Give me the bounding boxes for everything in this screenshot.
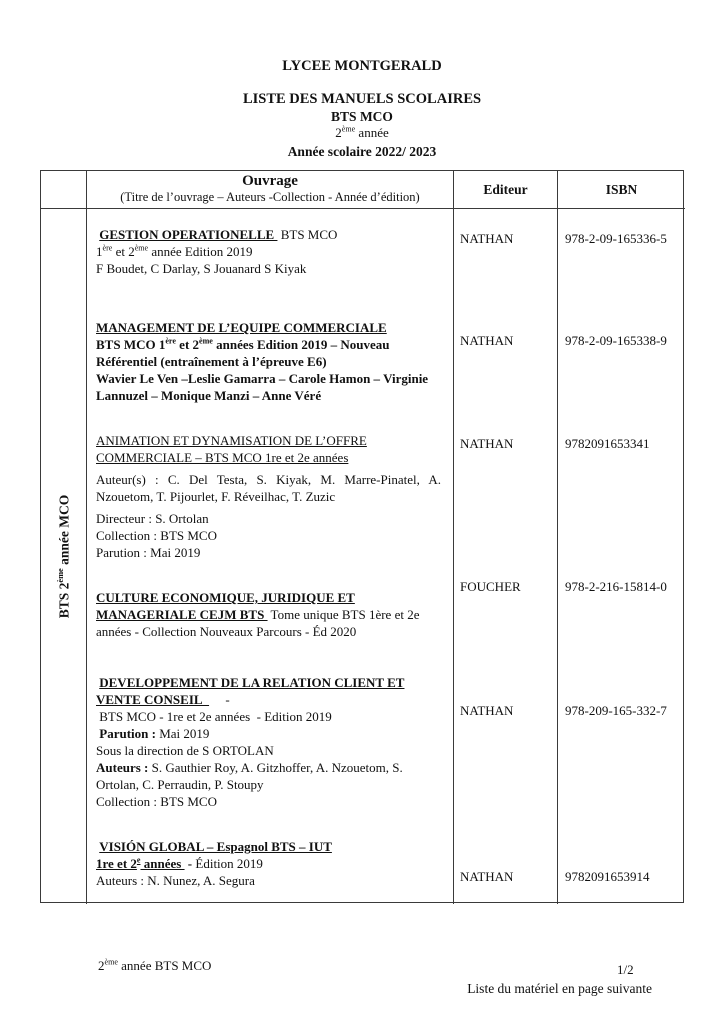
- book-text-line: Auteurs : S. Gauthier Roy, A. Gitzhoffer, A. Nzouetom, S. Ortolan, C. Perraudin, P. Stoupy: [96, 760, 403, 792]
- book-text-line: VISIÓN GLOBAL – Espagnol BTS – IUT: [99, 839, 332, 854]
- book-isbn: 978-2-216-15814-0: [565, 579, 667, 594]
- book-text-line: MANAGEMENT DE L’EQUIPE COMMERCIALE: [96, 320, 387, 335]
- book-text-line: F Boudet, C Darlay, S Jouanard S Kiyak: [96, 261, 307, 276]
- book-ouvrage: [87, 571, 454, 661]
- header-editeur: Editeur: [454, 171, 558, 209]
- book-editeur: NATHAN: [454, 209, 558, 311]
- document-header: [0, 58, 724, 160]
- book-text-line: Parution : Mai 2019: [96, 545, 201, 560]
- book-text-line: BTS MCO 1ère et 2ème années Edition 2019 – Nouveau Référentiel (entraînement à l’épreuve E6): [96, 336, 390, 369]
- header-ouvrage: [87, 171, 454, 209]
- book-ouvrage: [87, 661, 454, 826]
- school-name: LYCEE MONTGERALD: [282, 58, 442, 74]
- book-isbn: 978-209-165-332-7: [565, 703, 667, 718]
- book-editeur: FOUCHER: [454, 571, 558, 661]
- section-label: BTS 2ème année MCO: [55, 494, 72, 619]
- book-editeur: NATHAN: [454, 826, 558, 904]
- book-ouvrage: [87, 209, 454, 311]
- book-isbn: 9782091653914: [565, 869, 650, 884]
- footer-page-number: 1/2: [617, 962, 634, 977]
- list-title: LISTE DES MANUELS SCOLAIRES: [242, 91, 482, 107]
- footer-left: 2ème année BTS MCO: [98, 957, 212, 973]
- book-isbn: 978-2-09-165336-5: [565, 231, 667, 246]
- book-text-line: GESTION OPERATIONELLE BTS MCO: [99, 227, 338, 242]
- program-name: BTS MCO: [331, 109, 393, 124]
- header-ouvrage-subtitle: (Titre de l’ouvrage – Auteurs -Collection - Année d’édition): [120, 190, 420, 204]
- footer-note: Liste du matériel en page suivante: [467, 981, 652, 996]
- book-ouvrage: [87, 426, 454, 571]
- book-editeur: NATHAN: [454, 426, 558, 571]
- book-ouvrage: [87, 826, 454, 904]
- book-isbn: 978-2-09-165338-9: [565, 333, 667, 348]
- book-text-line: BTS MCO - 1re et 2e années - Edition 2019: [96, 709, 332, 724]
- book-text-line: Sous la direction de S ORTOLAN: [96, 743, 274, 758]
- book-editeur: NATHAN: [454, 661, 558, 826]
- book-text-line: Collection : BTS MCO: [96, 528, 217, 543]
- book-text-line: Auteur(s) : C. Del Testa, S. Kiyak, M. Marre-Pinatel, A. Nzouetom, T. Pijourlet, F. Réveilhac, T. Zuzic: [96, 472, 441, 504]
- book-text-line: Wavier Le Ven –Leslie Gamarra – Carole Hamon – Virginie Lannuzel – Monique Manzi – Anne Véré: [96, 371, 429, 403]
- book-ouvrage: [87, 311, 454, 426]
- book-text-line: 1re et 2e années - Édition 2019: [96, 855, 263, 871]
- book-text-line: Parution : Mai 2019: [99, 726, 210, 741]
- book-text-line: Collection : BTS MCO: [96, 794, 217, 809]
- book-text-line: ANIMATION ET DYNAMISATION DE L’OFFRE COMMERCIALE – BTS MCO 1re et 2e années: [96, 433, 367, 465]
- book-text-line: 1ère et 2ème année Edition 2019: [96, 243, 253, 259]
- school-year: Année scolaire 2022/ 2023: [287, 144, 437, 159]
- book-text-line: CULTURE ECONOMIQUE, JURIDIQUE ET MANAGERIALE CEJM BTS Tome unique BTS 1ère et 2e années - Collection Nouveaux Parcours - Éd 2020: [96, 590, 420, 639]
- header-ouvrage-title: Ouvrage: [242, 173, 298, 189]
- book-isbn: 9782091653341: [565, 436, 650, 451]
- header-empty-cell: [41, 171, 87, 209]
- book-editeur: NATHAN: [454, 311, 558, 426]
- book-text-line: Directeur : S. Ortolan: [96, 511, 209, 526]
- book-text-line: DEVELOPPEMENT DE LA RELATION CLIENT ET VENTE CONSEIL -: [96, 675, 405, 707]
- section-label-cell: [41, 209, 87, 904]
- book-text-line: Auteurs : N. Nunez, A. Segura: [96, 873, 255, 888]
- books-table: [40, 170, 684, 903]
- header-isbn: ISBN: [558, 171, 685, 209]
- year-line: 2ème année: [335, 124, 389, 140]
